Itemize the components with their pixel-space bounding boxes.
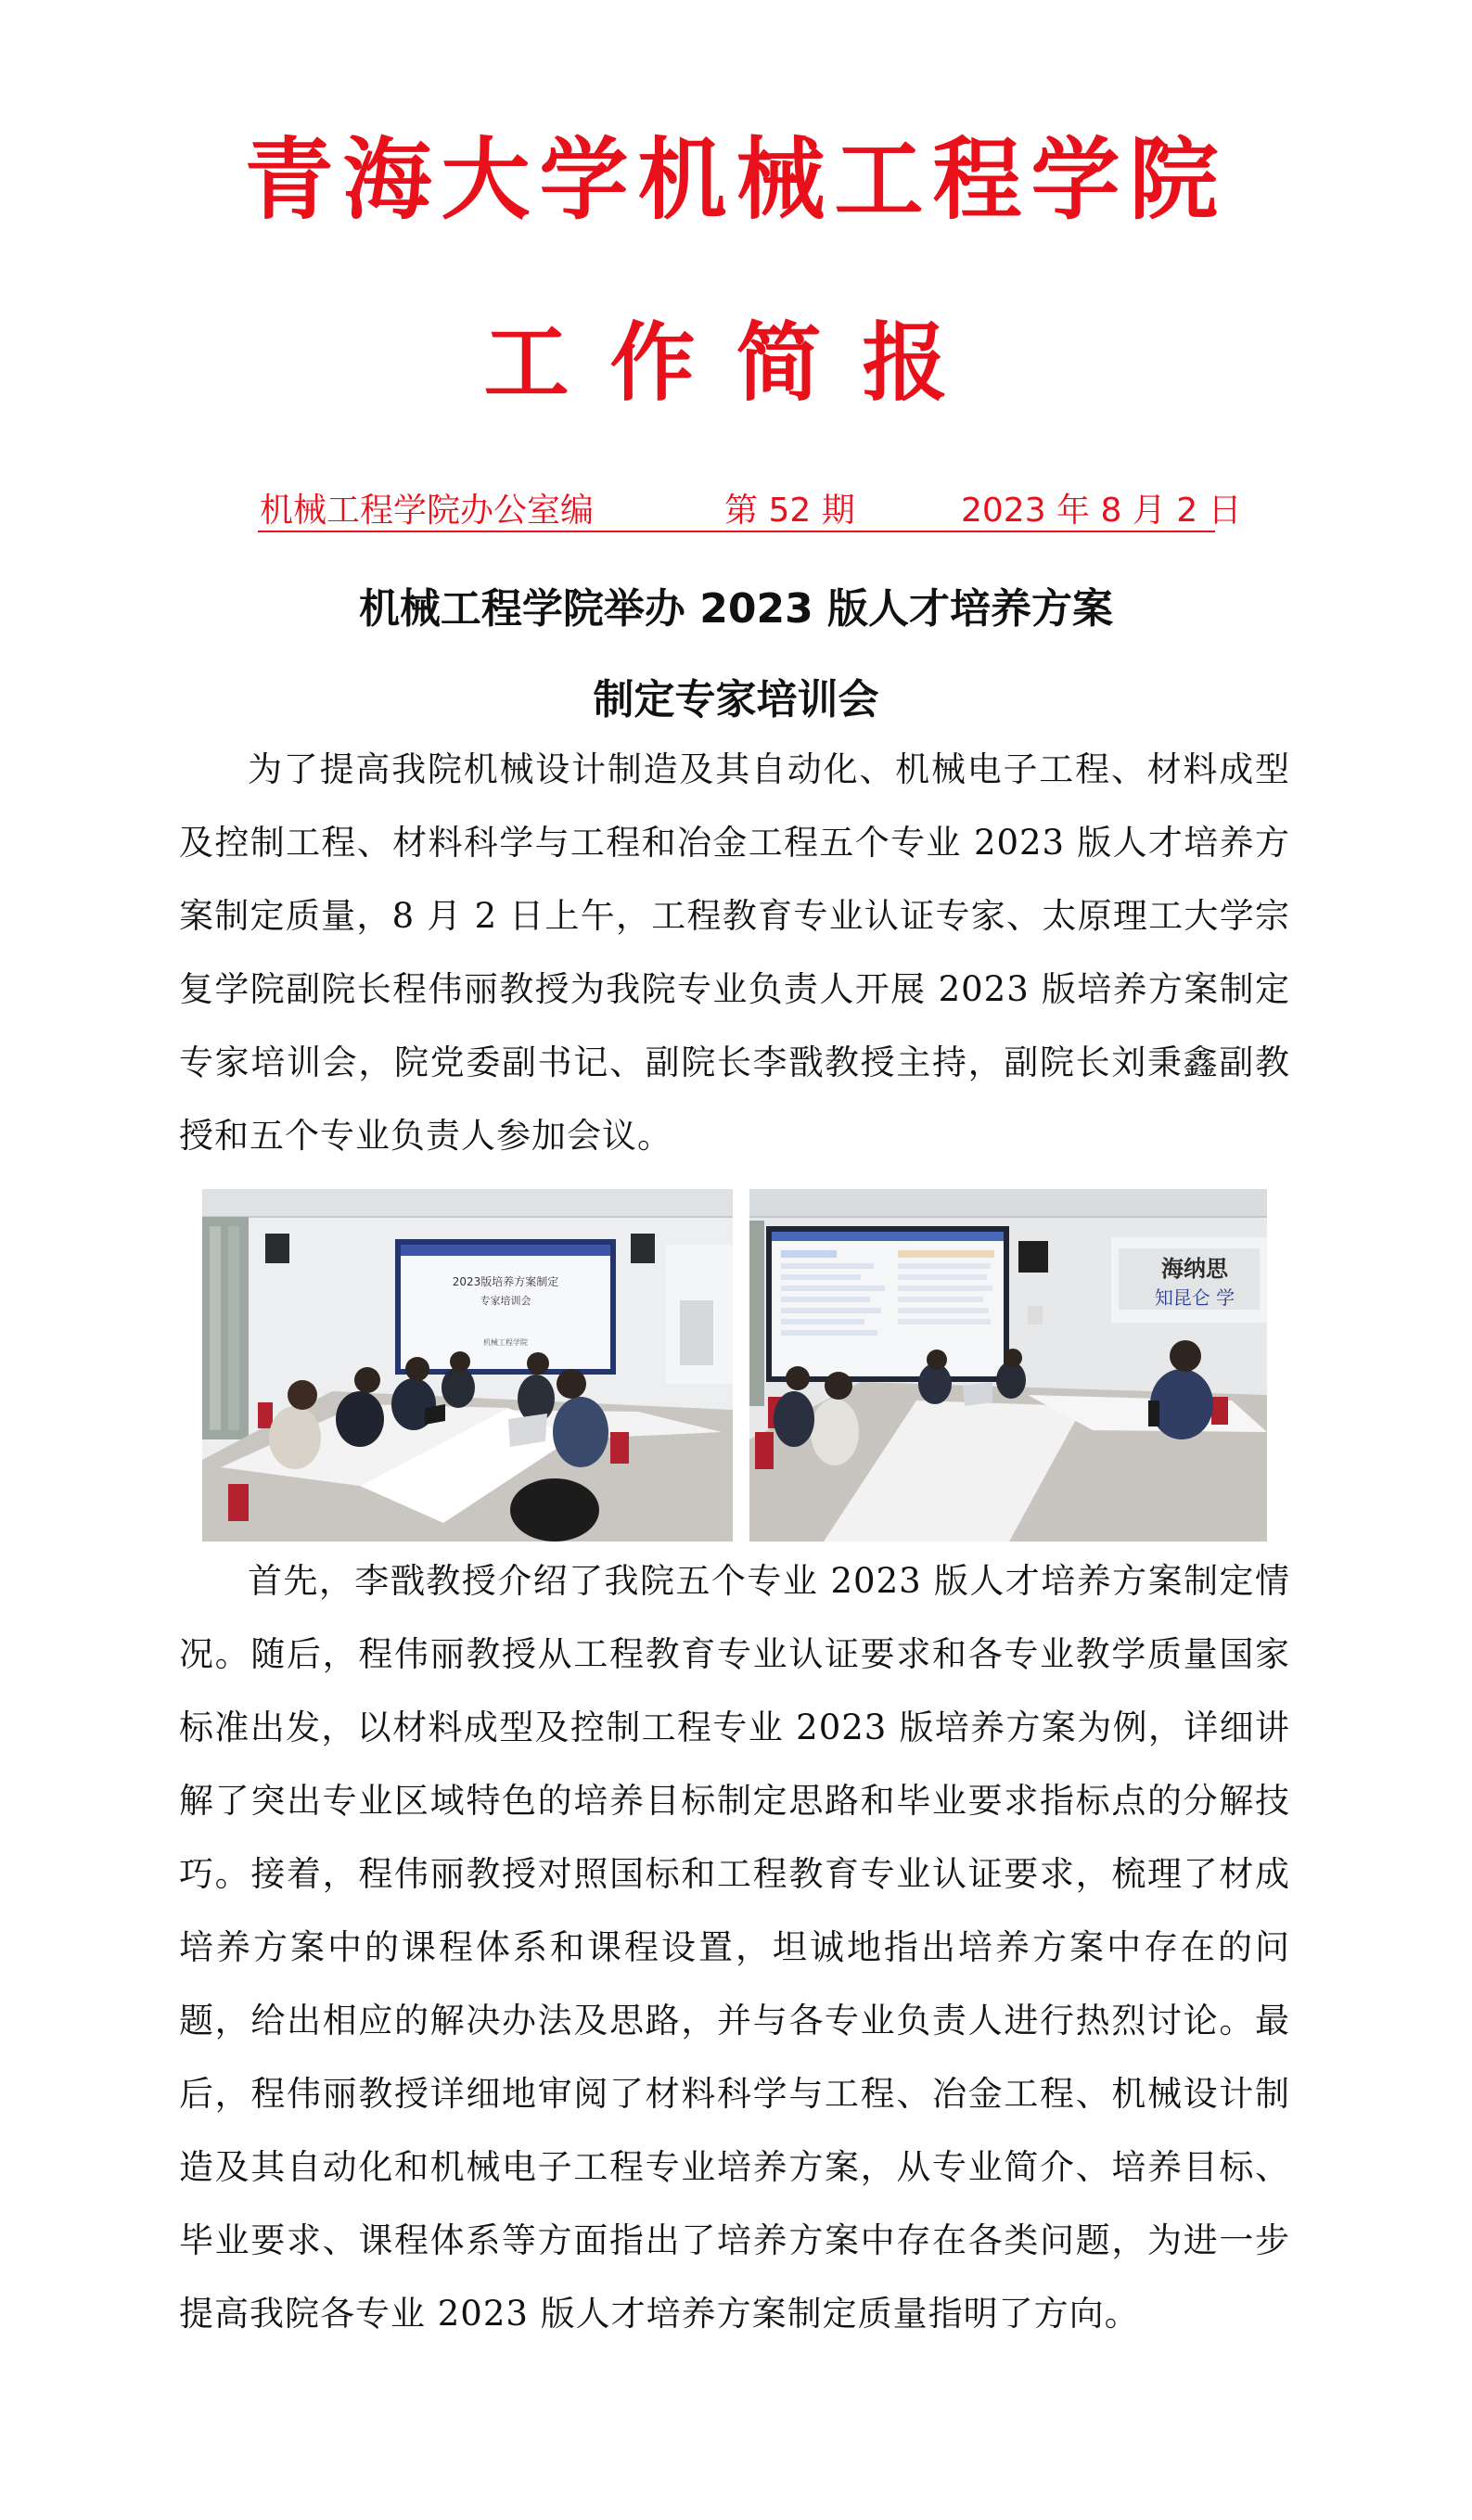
masthead-subtitle: 工作简报: [483, 313, 989, 413]
article-title-line2: 制定专家培训会: [593, 676, 879, 723]
article-title-line1: 机械工程学院举办 2023 版人才培养方案: [358, 585, 1114, 633]
screen-title-line2: 专家培训会: [480, 1295, 531, 1307]
meeting-photo-right: [749, 1189, 1267, 1541]
issue-date: 2023 年 8 月 2 日: [961, 492, 1242, 530]
issue-office: 机械工程学院办公室编: [260, 492, 595, 530]
screen-footer: 机械工程学院: [483, 1338, 528, 1347]
wall-calligraphy-bottom: 知昆仑 学: [1154, 1286, 1235, 1309]
wall-calligraphy-top: 海纳思: [1161, 1255, 1228, 1282]
meeting-photo-left: [202, 1189, 733, 1541]
article-paragraph-2: 首先，李戬教授介绍了我院五个专业 2023 版人才培养方案制定情况。随后，程伟丽教授从工程教育专业认证要求和各专业教学质量国家标准出发，以材料成型及控制工程专业 2023 版培养方案为例，详细讲解了突出专业区域特色的培养目标制定思路和毕业要求指标点的分解技巧。接着，程伟丽教授对照国标和工程教育专业认证要求，梳理了材成培养方案中的课程体系和课程设置，坦诚地指出培养方案中存在的问题，给出相应的解决办法及思路，并与各专业负责人进行热烈讨论。最后，程伟丽教授详细地审阅了材料科学与工程、冶金工程、机械设计制造及其自动化和机械电子工程专业培养方案，从专业简介、培养目标、毕业要求、课程体系等方面指出了培养方案中存在各类问题，为进一步提高我院各专业 2023 版人才培养方案制定质量指明了方向。: [179, 1561, 1290, 2334]
issue-info-line: [258, 482, 1242, 532]
screen-title-line1: 2023版培养方案制定: [452, 1275, 559, 1288]
article-paragraph-1: 为了提高我院机械设计制造及其自动化、机械电子工程、材料成型及控制工程、材料科学与工程和冶金工程五个专业 2023 版人才培养方案制定质量，8 月 2 日上午，工程教育专业认证专家、太原理工大学宗复学院副院长程伟丽教授为我院专业负责人开展 2023 版培养方案制定专家培训会，院党委副书记、副院长李戬教授主持，副院长刘秉鑫副教授和五个专业负责人参加会议。: [179, 749, 1290, 1156]
masthead-title: 青海大学机械工程学院: [244, 127, 1228, 232]
issue-number: 第 52 期: [724, 492, 855, 530]
